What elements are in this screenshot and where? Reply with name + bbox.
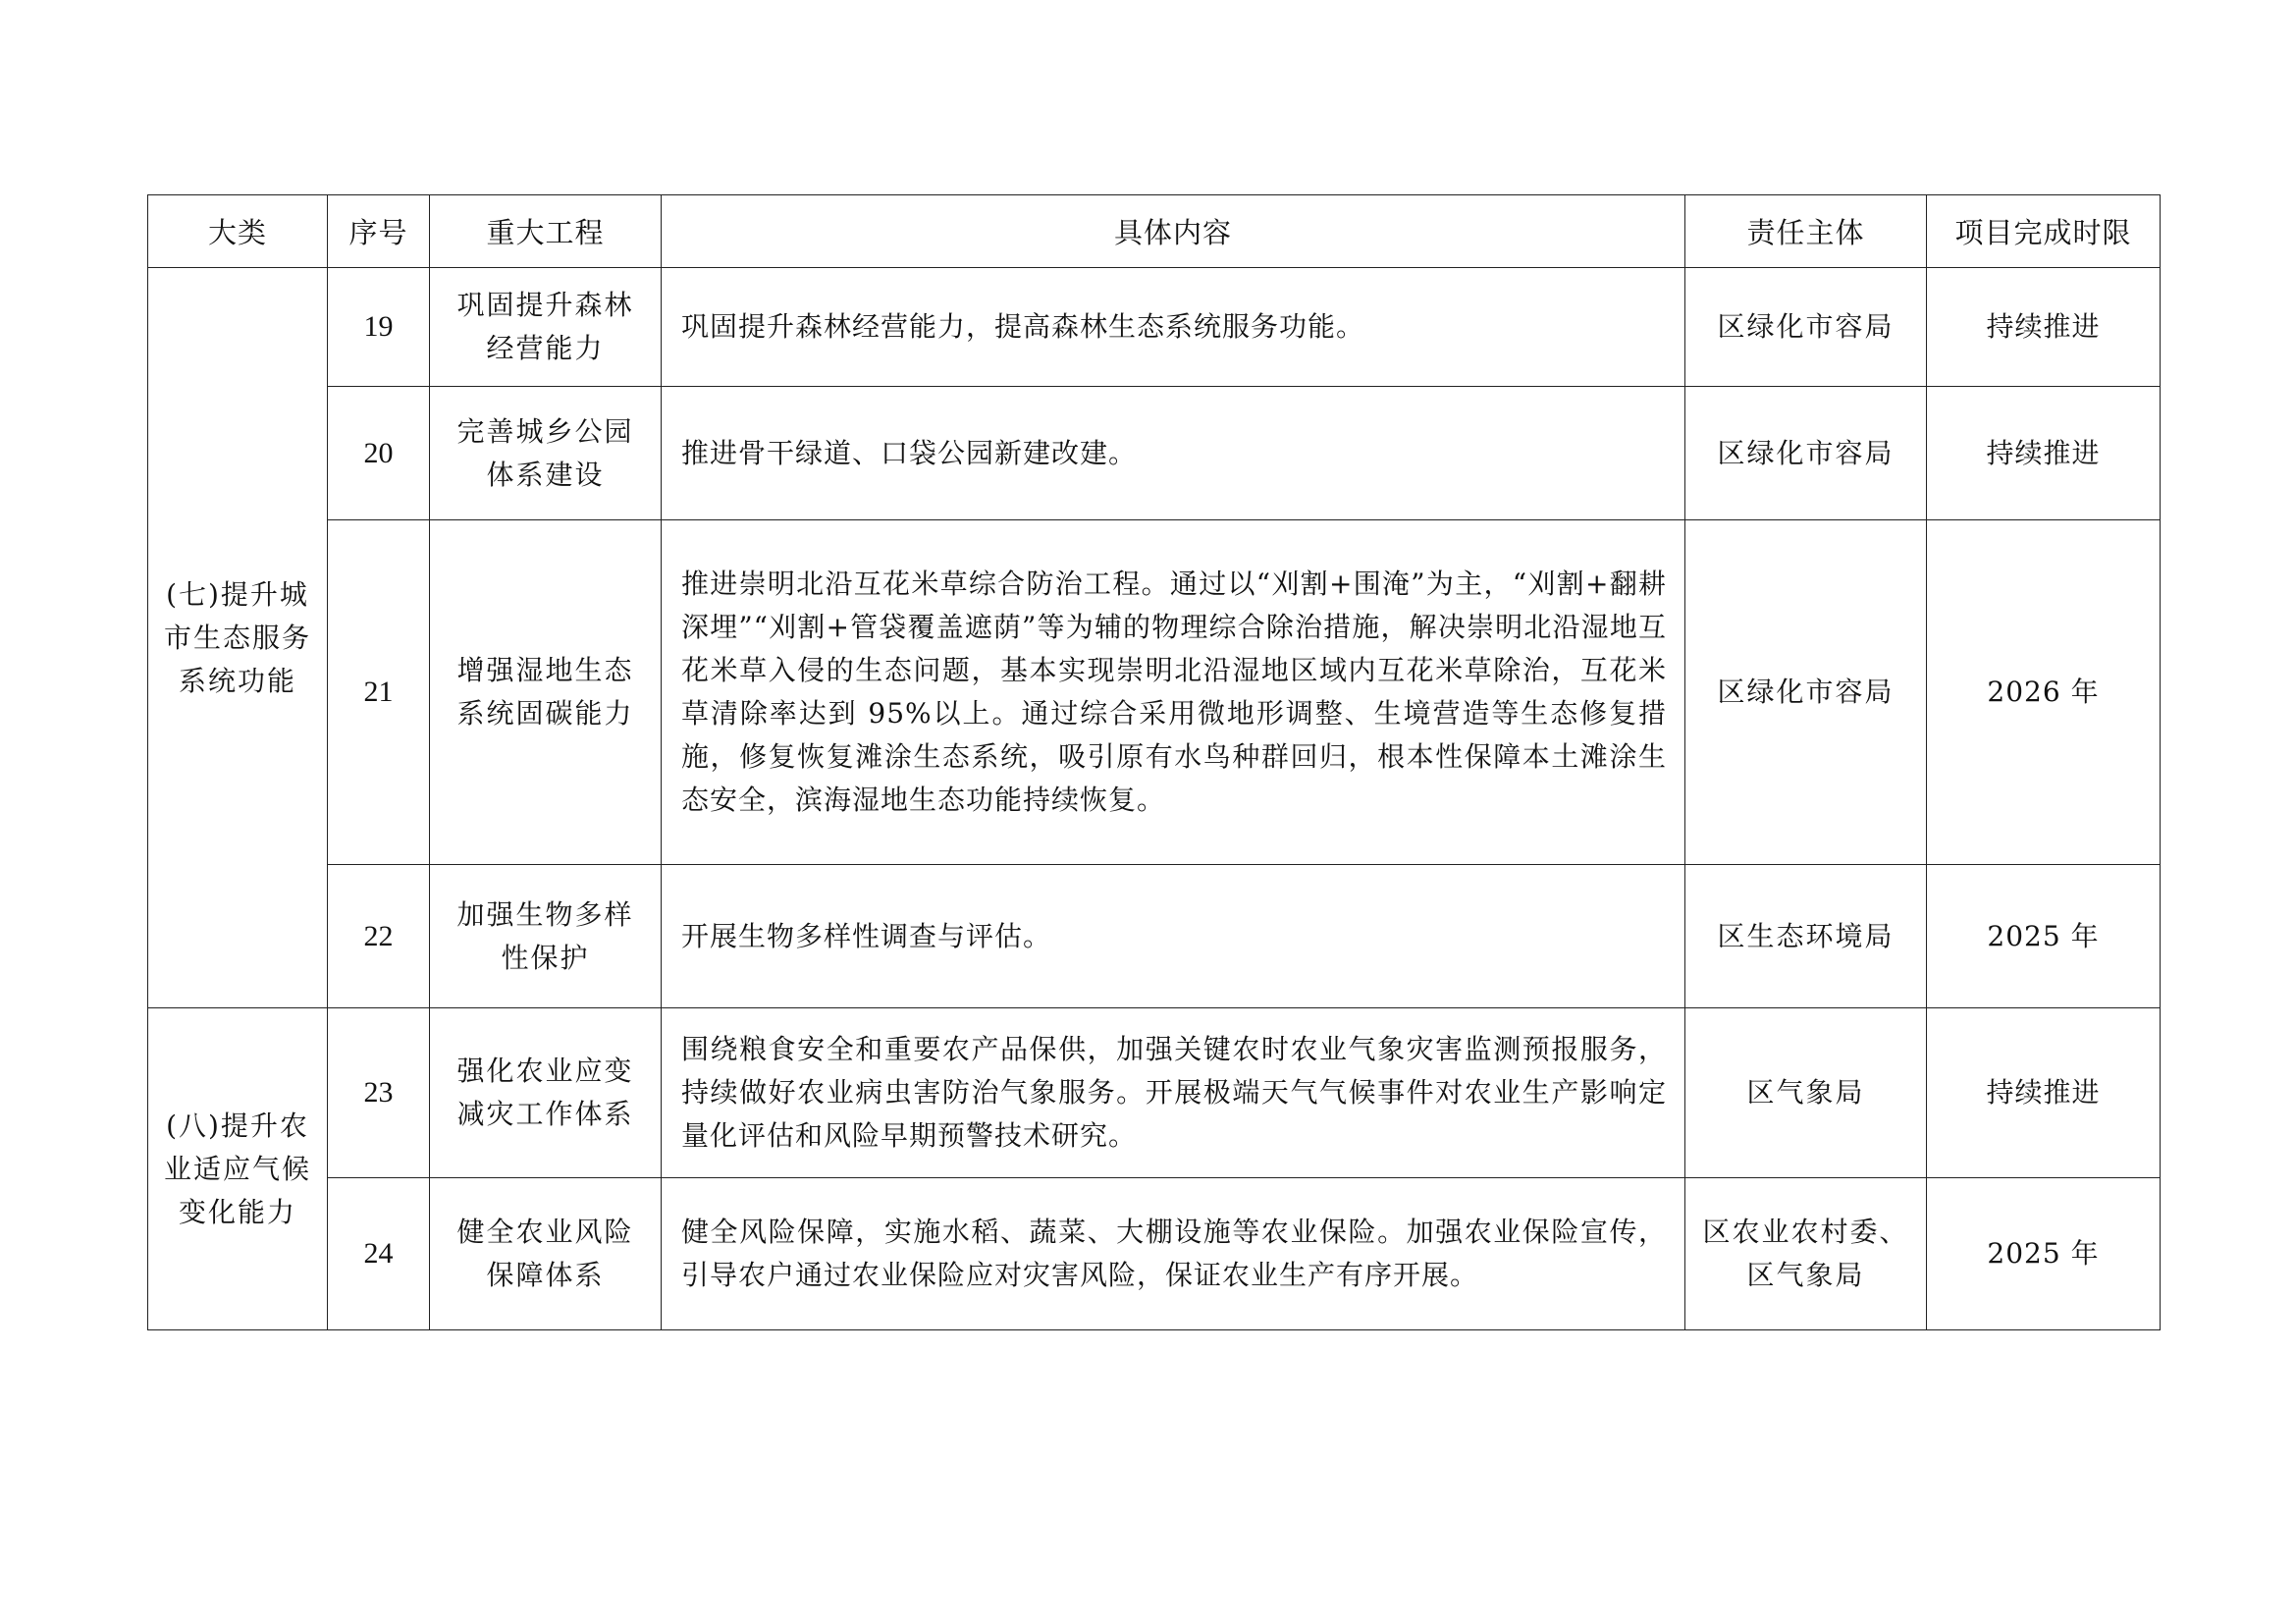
table-row: [148, 268, 2161, 387]
deadline: 持续推进: [1927, 387, 2161, 520]
category-cell: (八)提升农业适应气候变化能力: [148, 1008, 328, 1330]
table-row: [148, 387, 2161, 520]
row-number: 21: [328, 520, 430, 865]
project-name: 巩固提升森林经营能力: [430, 268, 662, 387]
deadline: 持续推进: [1927, 268, 2161, 387]
project-name: 加强生物多样性保护: [430, 865, 662, 1008]
category-cell: (七)提升城市生态服务系统功能: [148, 268, 328, 1008]
project-name: 完善城乡公园体系建设: [430, 387, 662, 520]
deadline: 2025 年: [1927, 865, 2161, 1008]
project-name: 强化农业应变减灾工作体系: [430, 1008, 662, 1178]
responsible-party: 区绿化市容局: [1685, 268, 1927, 387]
header-category: 大类: [148, 195, 328, 268]
row-number: 20: [328, 387, 430, 520]
table-row: [148, 1008, 2161, 1178]
header-responsible: 责任主体: [1685, 195, 1927, 268]
major-projects-table: [147, 194, 2161, 1330]
project-name: 增强湿地生态系统固碳能力: [430, 520, 662, 865]
row-number: 23: [328, 1008, 430, 1178]
row-number: 24: [328, 1178, 430, 1330]
responsible-party: 区农业农村委、区气象局: [1685, 1178, 1927, 1330]
row-number: 19: [328, 268, 430, 387]
project-content: 巩固提升森林经营能力，提高森林生态系统服务功能。: [662, 268, 1685, 387]
table-row: [148, 520, 2161, 865]
header-number: 序号: [328, 195, 430, 268]
responsible-party: 区气象局: [1685, 1008, 1927, 1178]
header-project: 重大工程: [430, 195, 662, 268]
table-row: [148, 865, 2161, 1008]
deadline: 持续推进: [1927, 1008, 2161, 1178]
deadline: 2026 年: [1927, 520, 2161, 865]
project-name: 健全农业风险保障体系: [430, 1178, 662, 1330]
project-content: 推进崇明北沿互花米草综合防治工程。通过以“刈割+围淹”为主，“刈割+翻耕深埋”“刈割+管袋覆盖遮荫”等为辅的物理综合除治措施，解决崇明北沿湿地互花米草入侵的生态问题，基本实现崇明北沿湿地区域内互花米草除治，互花米草清除率达到 95%以上。通过综合采用微地形调整、生境营造等生态修复措施，修复恢复滩涂生态系统，吸引原有水鸟种群回归，根本性保障本土滩涂生态安全，滨海湿地生态功能持续恢复。: [662, 520, 1685, 865]
table-header-row: [148, 195, 2161, 268]
projects-table-container: [147, 194, 2160, 1330]
header-deadline: 项目完成时限: [1927, 195, 2161, 268]
responsible-party: 区绿化市容局: [1685, 520, 1927, 865]
responsible-party: 区绿化市容局: [1685, 387, 1927, 520]
responsible-party: 区生态环境局: [1685, 865, 1927, 1008]
deadline: 2025 年: [1927, 1178, 2161, 1330]
project-content: 开展生物多样性调查与评估。: [662, 865, 1685, 1008]
project-content: 健全风险保障，实施水稻、蔬菜、大棚设施等农业保险。加强农业保险宣传，引导农户通过农业保险应对灾害风险，保证农业生产有序开展。: [662, 1178, 1685, 1330]
row-number: 22: [328, 865, 430, 1008]
header-content: 具体内容: [662, 195, 1685, 268]
project-content: 推进骨干绿道、口袋公园新建改建。: [662, 387, 1685, 520]
project-content: 围绕粮食安全和重要农产品保供，加强关键农时农业气象灾害监测预报服务，持续做好农业病虫害防治气象服务。开展极端天气气候事件对农业生产影响定量化评估和风险早期预警技术研究。: [662, 1008, 1685, 1178]
table-row: [148, 1178, 2161, 1330]
